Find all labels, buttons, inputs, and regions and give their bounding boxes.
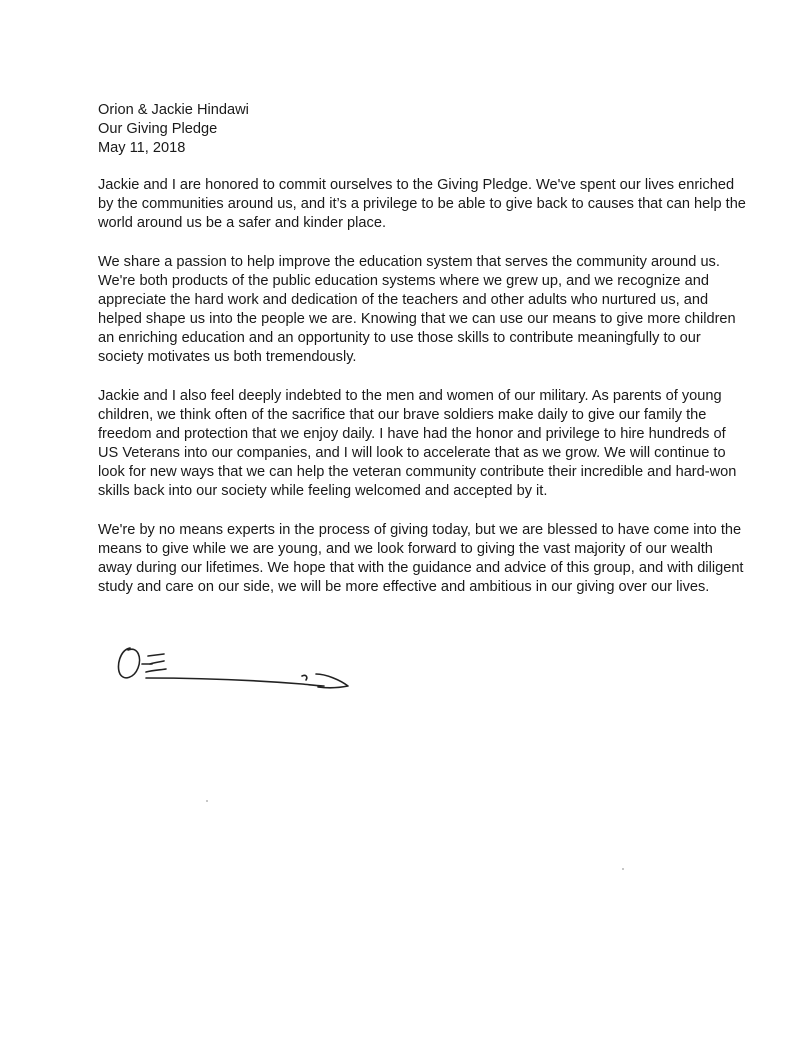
- letter-date: May 11, 2018: [98, 140, 186, 156]
- paragraph-education: We share a passion to help improve the education system that serves the community around us. We're both products of the public education systems where we grew up, and we recognize and appreciate the hard work and dedication of the teachers and other adults who nurtured us, and helped shape us into the people we are. Knowing that we can use our means to give more children an enriching education and an opportunity to use those skills to contribute meaningfully to our society motivates us both tremendously.: [98, 254, 736, 365]
- paragraph-military: Jackie and I also feel deeply indebted to the men and women of our military. As parents of young children, we think often of the sacrifice that our brave soldiers make daily to give our family the freedom and protection that we enjoy daily. I have had the honor and privilege to hire hundreds of US Veterans into our companies, and I will look to accelerate that as we grow. We will continue to look for new ways that we can help the veteran community contribute their incredible and hard-won skills back into our society while feeling welcomed and accepted by it.: [98, 388, 737, 499]
- signature-image: [112, 640, 362, 700]
- sender-names: Orion & Jackie Hindawi: [98, 102, 249, 118]
- scan-speck: [622, 868, 624, 870]
- letter-body: [98, 101, 748, 597]
- paragraph-commitment: Jackie and I are honored to commit ourselves to the Giving Pledge. We've spent our lives enriched by the communities around us, and it’s a privilege to be able to give back to causes that can help the world around us be a safer and kinder place.: [98, 177, 746, 231]
- paragraph-giving: We're by no means experts in the process of giving today, but we are blessed to have come into the means to give while we are young, and we look forward to giving the vast majority of our wealth away during our lifetimes. We hope that with the guidance and advice of this group, and with diligent study and care on our side, we will be more effective and ambitious in our giving over our lives.: [98, 522, 744, 595]
- letter-title: Our Giving Pledge: [98, 121, 218, 137]
- scan-speck: [206, 800, 208, 802]
